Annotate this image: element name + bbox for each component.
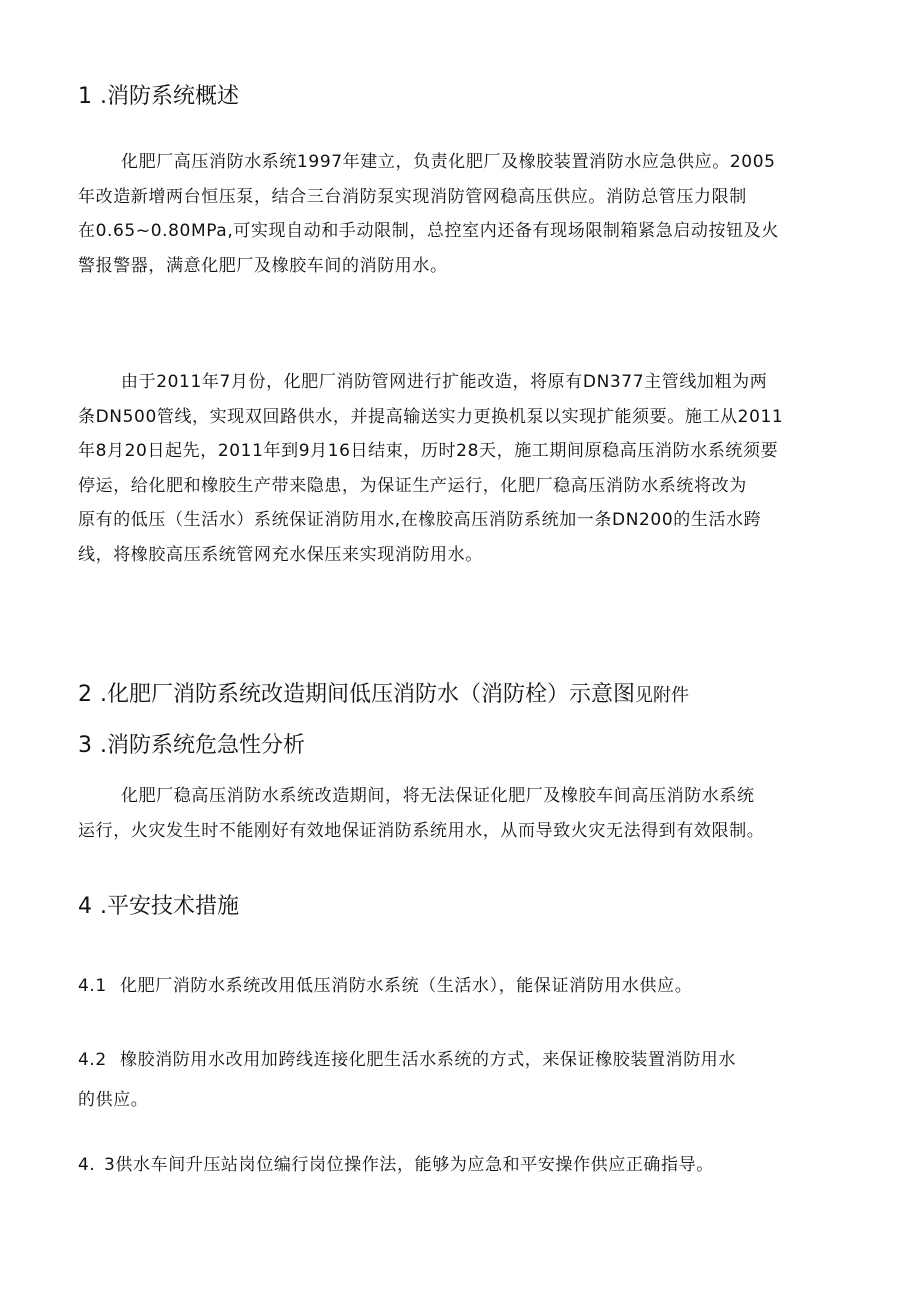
measure-item-4-1 [78, 966, 868, 1006]
section-number: 3 [78, 733, 92, 758]
section-title: .消防系统概述 [100, 84, 239, 109]
measure-label: 4.1 [78, 976, 107, 996]
section-number: 2 [78, 682, 92, 707]
measure-line [78, 1145, 868, 1185]
paragraph-line: 条DN500管线，实现双回路供水，并提高输送实力更换机泵以实现扩能须要。施工从2011 [78, 406, 784, 427]
paragraph-line: 化肥厂稳高压消防水系统改造期间，将无法保证化肥厂及橡胶车间高压消防水系统 [121, 786, 755, 806]
section-3-paragraph [78, 779, 868, 848]
paragraph-line: 由于2011年7月份，化肥厂消防管网进行扩能改造，将原有DN377主管线加粗为两 [121, 372, 768, 392]
measure-label: 4. [78, 1155, 96, 1175]
section-2-heading [78, 681, 689, 710]
section-number: 1 [78, 84, 92, 109]
section-title-suffix: 见附件 [635, 685, 689, 706]
measure-line: 的供应。 [78, 1090, 149, 1110]
section-1-paragraph-1 [78, 145, 868, 283]
paragraph-line: 化肥厂高压消防水系统1997年建立，负责化肥厂及橡胶装置消防水应急供应。2005 [121, 152, 776, 172]
section-title: .平安技术措施 [100, 894, 239, 919]
paragraph-line: 在0.65~0.80MPa,可实现自动和手动限制，总控室内还备有现场限制箱紧急启动按钮及火 [78, 221, 779, 241]
paragraph-line: 运行，火灾发生时不能刚好有效地保证消防系统用水，从而导致火灾无法得到有效限制。 [78, 820, 765, 841]
section-3-heading [78, 732, 305, 760]
measure-line [78, 966, 868, 1006]
measure-label: 4.2 [78, 1050, 107, 1070]
section-4-heading [78, 893, 239, 921]
measure-item-4-2 [78, 1040, 868, 1120]
paragraph-line: 警报警器，满意化肥厂及橡胶车间的消防用水。 [78, 255, 448, 276]
section-number: 4 [78, 894, 92, 919]
paragraph-line: 年改造新增两台恒压泵，结合三台消防泵实现消防管网稳高压供应。消防总管压力限制 [78, 186, 747, 207]
paragraph-line: 停运，给化肥和橡胶生产带来隐患，为保证生产运行，化肥厂稳高压消防水系统将改为 [78, 475, 747, 496]
measure-text: 橡胶消防用水改用加跨线连接化肥生活水系统的方式，来保证橡胶装置消防用水 [120, 1050, 736, 1070]
section-1-paragraph-2 [78, 365, 868, 572]
section-title: .化肥厂消防系统改造期间低压消防水（消防栓）示意图 [100, 682, 635, 707]
section-1-heading [78, 83, 239, 111]
measure-item-4-3 [78, 1145, 868, 1185]
section-title: .消防系统危急性分析 [100, 733, 305, 758]
measure-text: 化肥厂消防水系统改用低压消防水系统（生活水），能保证消防用水供应。 [120, 976, 693, 996]
measure-text: 3供水车间升压站岗位编行岗位操作法，能够为应急和平安操作供应正确指导。 [104, 1155, 714, 1175]
paragraph-line: 原有的低压（生活水）系统保证消防用水,在橡胶高压消防系统加一条DN200的生活水跨 [78, 510, 762, 530]
measure-line [78, 1040, 868, 1080]
paragraph-line: 线，将橡胶高压系统管网充水保压来实现消防用水。 [78, 544, 483, 565]
paragraph-line: 年8月20日起先，2011年到9月16日结束，历时28天，施工期间原稳高压消防水系统须要 [78, 441, 779, 461]
